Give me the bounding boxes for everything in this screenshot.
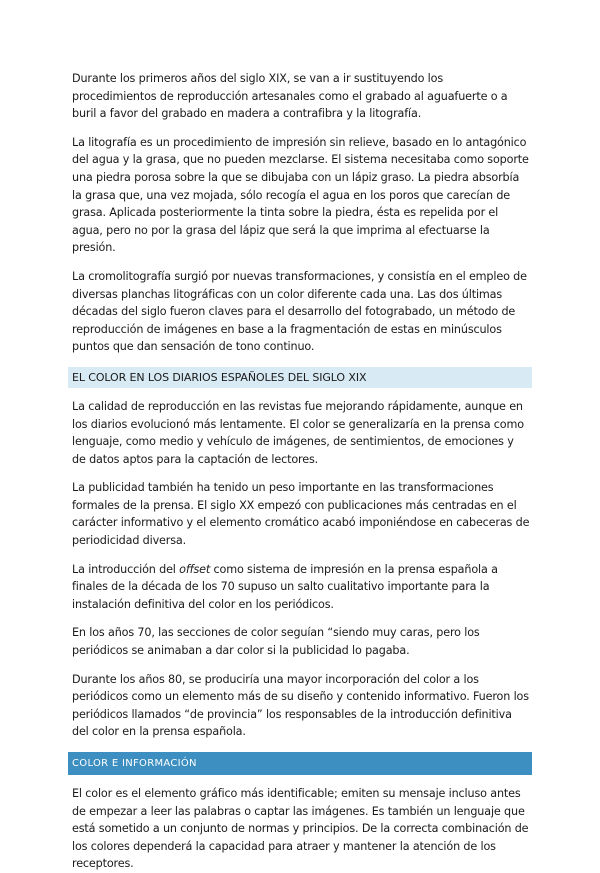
section1-paragraph-4: En los años 70, las secciones de color seguían “siendo muy caras, pero los periódicos se animaban a dar color si la publicidad lo pagaba. — [72, 626, 480, 658]
intro-paragraph-3: La cromolitografía surgió por nuevas transformaciones, y consistía en el empleo de diversas planchas litográficas con un color diferente cada una. Las dos últimas décadas del siglo fueron claves para el desarrollo del fotograbado, un método de reproducción de imágenes en base a la fragmentación de estas en minúsculos puntos que dan sensación de tono continuo. — [72, 269, 527, 354]
section1-paragraph-1: La calidad de reproducción en las revistas fue mejorando rápidamente, aunque en los diarios evolucionó más lentamente. El color se generalizaría en la prensa como lenguaje, como medio y vehículo de imágenes, de sentimientos, de emociones y de datos aptos para la captación de lectores. — [72, 399, 524, 466]
section1-paragraph-3 — [72, 561, 530, 614]
offset-term: offset — [179, 562, 211, 576]
offset-text-before: La introducción del — [72, 562, 180, 576]
section1-paragraph-2: La publicidad también ha tenido un peso importante en las transformaciones formales de la prensa. El siglo XX empezó con publicaciones más centradas en el carácter informativo y el elemento cromático acabó imponiéndose en cabeceras de periodicidad diversa. — [72, 481, 530, 548]
offset-text-after: como sistema de impresión en la prensa española a finales de la década de los 70 supuso un salto cualitativo importante para la instalación definitiva del color en los periódicos. — [72, 562, 498, 611]
section-heading-color-informacion: COLOR E INFORMACIÓN — [68, 752, 532, 775]
intro-paragraph-2: La litografía es un procedimiento de impresión sin relieve, basado en lo antagónico del agua y la grasa, que no pueden mezclarse. El sistema necesitaba como soporte una piedra porosa sobre la que se dibujaba con un lápiz graso. La piedra absorbía la grasa que, una vez mojada, sólo recogía el agua en los poros que carecían de grasa. Aplicada posteriormente la tinta sobre la piedra, ésta es repelida por el agua, pero no por la grasa del lápiz que será la que imprima al efectuarse la presión. — [72, 135, 529, 255]
intro-paragraph-1: Durante los primeros años del siglo XIX, se van a ir sustituyendo los procedimientos de reproducción artesanales como el grabado al aguafuerte o a buril a favor del grabado en madera a contrafibra y la litografía. — [72, 72, 508, 121]
section1-paragraph-5: Durante los años 80, se produciría una mayor incorporación del color a los periódicos como un elemento más de su diseño y contenido informativo. Fueron los periódicos llamados “de provincia” los responsables de la introducción definitiva del color en la prensa española. — [72, 672, 529, 739]
section2-paragraph-1: El color es el elemento gráfico más identificable; emiten su mensaje incluso antes de empezar a leer las palabras o captar las imágenes. Es también un lenguaje que está sometido a un conjunto de normas y principios. De la correcta combinación de los colores dependerá la capacidad para atraer y mantener la atención de los receptores. — [72, 787, 529, 871]
section-heading-diarios: EL COLOR EN LOS DIARIOS ESPAÑOLES DEL SIGLO XIX — [68, 367, 532, 388]
